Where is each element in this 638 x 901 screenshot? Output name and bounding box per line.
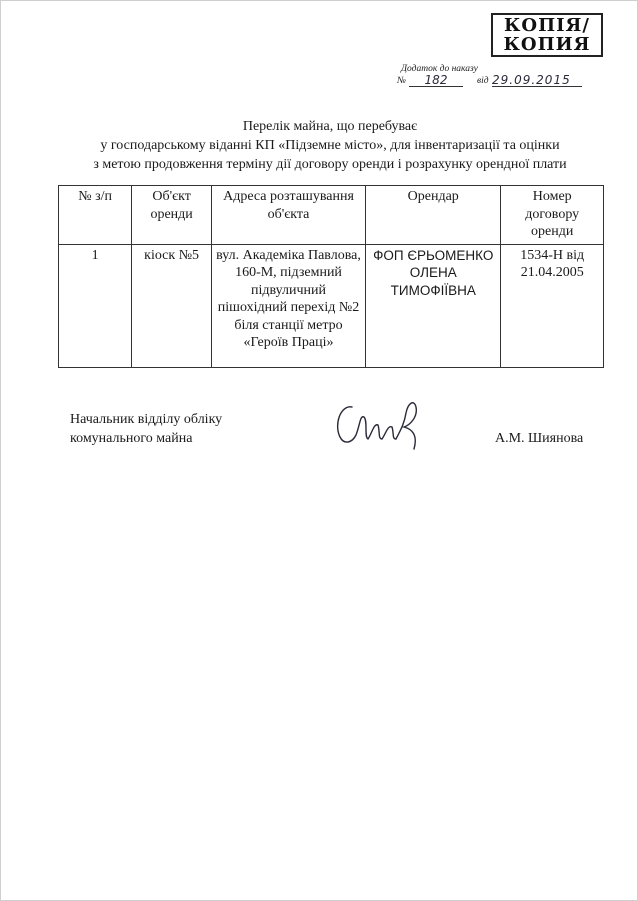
header-number: № з/п <box>59 186 132 245</box>
annex-number-line <box>397 74 597 88</box>
title-line-3: з метою продовження терміну дії договору оренди і розрахунку орендної плати <box>93 157 567 172</box>
signatory-name: А.М. Шиянова <box>495 431 584 446</box>
document-title <box>40 117 620 174</box>
title-line-1: Перелік майна, що перебуває <box>242 119 418 134</box>
property-table <box>58 185 604 368</box>
header-contract: Номер договору оренди <box>501 186 604 245</box>
header-address: Адреса розташування об'єкта <box>211 186 365 245</box>
cell-contract: 1534-Н від 21.04.2005 <box>501 244 604 367</box>
annex-order-number: 182 <box>409 74 463 87</box>
header-tenant: Орендар <box>366 186 501 245</box>
annex-number-prefix: № <box>397 76 406 86</box>
cell-object: кіоск №5 <box>132 244 212 367</box>
header-object: Об'єкт оренди <box>132 186 212 245</box>
table-header-row <box>59 186 604 245</box>
handwritten-signature <box>330 395 440 455</box>
cell-address: вул. Академіка Павлова, 160-М, підземний підвуличний пішохідний перехід №2 біля станції метро «Героїв Праці» <box>211 244 365 367</box>
cell-tenant: ФОП ЄРЬОМЕНКО ОЛЕНА ТИМОФІЇВНА <box>366 244 501 367</box>
position-line-1: Начальник відділу обліку <box>70 412 223 427</box>
annex-label: Додаток до наказу <box>401 64 478 74</box>
copy-stamp <box>491 13 603 57</box>
stamp-line-2: КОПИЯ <box>503 34 591 55</box>
title-line-2: у господарському віданні КП «Підземне місто», для інвентаризації та оцінки <box>100 138 560 153</box>
signatory-position <box>70 410 222 448</box>
annex-date-prefix: від <box>477 76 489 86</box>
cell-number: 1 <box>59 244 132 367</box>
annex-order-date: 29.09.2015 <box>492 74 582 87</box>
position-line-2: комунального майна <box>70 431 193 446</box>
stamp-line-1: КОПІЯ/ <box>504 15 590 36</box>
table-row <box>59 244 604 367</box>
